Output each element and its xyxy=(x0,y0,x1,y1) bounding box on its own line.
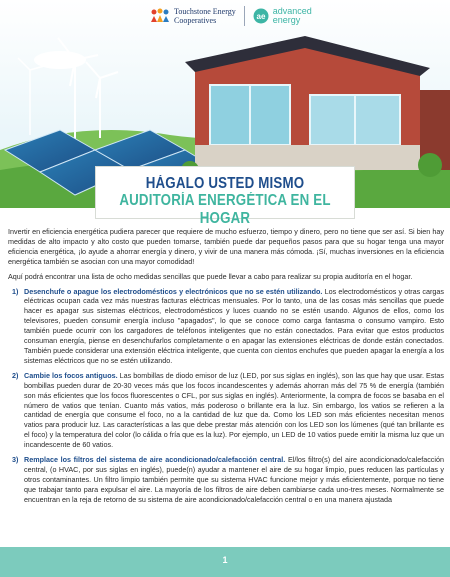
logo-text-line1: Touchstone Energy xyxy=(174,7,236,16)
ae-badge-icon xyxy=(253,8,269,24)
list-item-heading: Cambie los focos antiguos. xyxy=(24,370,118,380)
svg-text:ae: ae xyxy=(256,12,266,21)
tips-list xyxy=(8,287,444,505)
list-item xyxy=(8,371,444,450)
intro-paragraph: Invertir en eficiencia energética pudiera parecer que requiere de mucho esfuerzo, tiempo y dinero, pero no tiene que ser así. Si bien hay medidas de alto impacto y alto costo que pueden tomarse, también puede dar pequeños pasos para que su hogar tenga una mayor eficiencia energética, ¡lo ayude a ahorrar energía y dinero, y vivir de una manera más cómoda. ¡Sí, muchas inversiones en la eficiencia energética también se asocian con una mayor comodidad! xyxy=(8,227,444,266)
list-item xyxy=(8,455,444,505)
intro-paragraph-2: Aquí podrá encontrar una lista de ocho medidas sencillas que puede llevar a cabo para realizar su propia auditoría en el hogar. xyxy=(8,271,413,281)
logo-divider xyxy=(244,6,245,26)
list-item-text: El/los filtro(s) del aire acondicionado/calefacción central, (o HVAC, por sus siglas en inglés), puede(n) ayudar a mantener el aire de su hogar limpio, pues reducen las partículas y otros contaminantes. Un filtro limpio también permite que su sistema HVAC funcione mejor y más eficientemente, porque no tiene que trabajar tanto para expulsar el aire. La mayoría de los filtros de aire deben cambiarse cada uno-tres meses. Normalmente se encuentran en la reja de retorno de su sistema de aire acondicionado/calefacción central o en una manera ajustada xyxy=(24,455,444,504)
page-footer xyxy=(0,547,450,577)
list-number: 1) xyxy=(12,286,19,296)
list-item-heading: Desenchufe o apague los electrodomésticos y electrónicos que no se estén utilizando. xyxy=(24,286,323,296)
touchstone-logo xyxy=(150,7,236,25)
list-item xyxy=(8,287,444,366)
page-subtitle: AUDITORÍA ENERGÉTICA EN EL HOGAR xyxy=(119,192,331,227)
touchstone-people-icon xyxy=(150,8,170,24)
list-item-text: Las bombillas de diodo emisor de luz (LED, por sus siglas en inglés), son las que hay que usar. Estas bombillas pueden durar de 20-30 veces más que los focos incandescentes y además ahorran más del 75 % de energía (también son más eficientes que los focos fluorescentes o CFL, por sus siglas en inglés). Anteriormente, la compra de focos se basaba en el número de vatios que tenían. Cuanto más vatios, más poderoso o brillante era la luz. Sin embargo, los vatios se refieren a la cantidad de energía que consume el foco, no a la cantidad de luz que da. Como los LED son más eficientes necesitan menos vatios para producir luz. Las características a las que debe prestar más atención con los LED son los lúmenes (qué tan brillante es el foco) y la temperatura del color (lo cálida o fría que es la luz). Por ejemplo, un LED de 10 vatios puede emitir la misma luz que un incandescente de 60 vatios. xyxy=(24,370,445,450)
list-item-text: Los electrodomésticos y otras cargas eléctricas ocupan cada vez más nuestras facturas eléctricas mensuales. Por lo tanto, una de las cosas más sencillas que puede hacer es apagar sus sistemas eléctricos, electrodomésticos y luces cuando no se estén usando. Algunos de ellos, como los televisores, pueden consumir energía incluso "apagados", lo que se conoce como carga fantasma o consumo vampiro. Esto también puede ocurrir con los cargadores de teléfonos inteligentes que no están conectados. Para evitar que estos productos consuman energía, piense en desenchufarlos completamente o en apagar las extensiones eléctricas de donde están conectados. También puede considerar una extensión eléctrica inteligente, que cuenta con cientos enchufes que pueden apagar la energía a los sistemas eléctricos que no se estén utilizando. xyxy=(24,286,444,365)
list-number: 3) xyxy=(12,455,19,465)
logo-text-line2: Cooperatives xyxy=(174,16,217,25)
logo2-text-line2: energy xyxy=(272,15,301,25)
logo-bar xyxy=(150,6,312,26)
list-number: 2) xyxy=(12,370,19,380)
logo2-text-line1: advanced xyxy=(272,6,312,16)
list-item-heading: Remplace los filtros del sistema de aire acondicionado/calefacción central. xyxy=(24,455,286,465)
page-number: 1 xyxy=(222,555,228,565)
advanced-energy-logo xyxy=(253,7,312,25)
title-box xyxy=(95,166,355,227)
article-body xyxy=(8,227,444,510)
page-title: HÁGALO USTED MISMO xyxy=(145,175,305,192)
